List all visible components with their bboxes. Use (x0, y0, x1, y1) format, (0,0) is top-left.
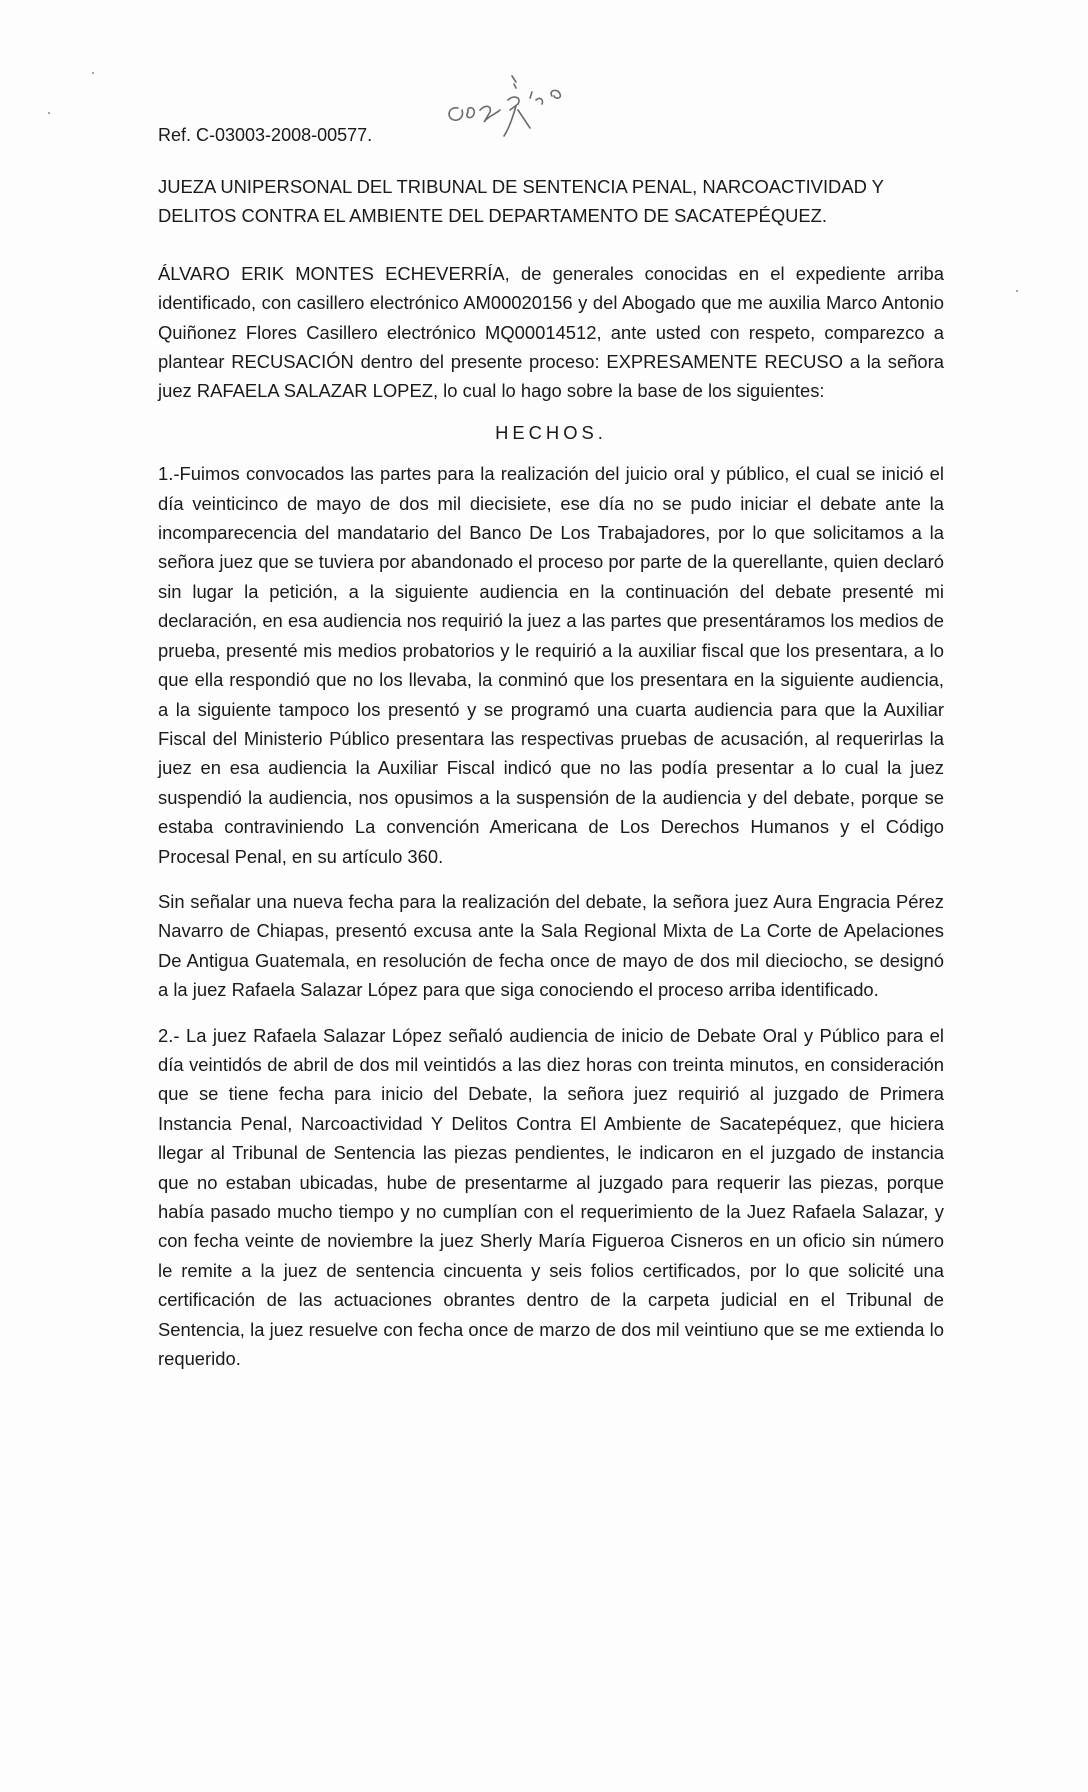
scan-speck (48, 112, 50, 114)
intro-paragraph: ÁLVARO ERIK MONTES ECHEVERRÍA, de generales conocidas en el expediente arriba identificado, con casillero electrónico AM00020156 y del Abogado que me auxilia Marco Antonio Quiñonez Flores Casillero electrónico MQ00014512, ante usted con respeto, comparezco a plantear RECUSACIÓN dentro del presente proceso: EXPRESAMENTE RECUSO a la señora juez RAFAELA SALAZAR LOPEZ, lo cual lo hago sobre la base de los siguientes: (158, 262, 944, 402)
paragraph-2: Sin señalar una nueva fecha para la realización del debate, la señora juez Aura Engracia Pérez Navarro de Chiapas, presentó excusa ante la Sala Regional Mixta de La Corte de Apelaciones De Antigua Guatemala, en resolución de fecha once de mayo de dos mil dieciocho, se designó a la juez Rafaela Salazar López para que siga conociendo el proceso arriba identificado. (158, 890, 944, 1001)
handwritten-annotation (440, 70, 640, 150)
scan-speck (1016, 290, 1018, 292)
document-body (158, 172, 944, 1389)
scan-speck (92, 72, 94, 74)
section-heading: HECHOS. (495, 421, 607, 443)
paragraph-1: 1.-Fuimos convocados las partes para la realización del juicio oral y público, el cual se inició el día veinticinco de mayo de dos mil diecisiete, ese día no se pudo iniciar el debate ante la incomparecencia del mandatario del Banco De Los Trabajadores, por lo que solicitamos a la señora juez que se tuviera por abandonado el proceso por parte de la querellante, quien declaró sin lugar la petición, a la siguiente audiencia en la continuación del debate presenté mi declaración, en esa audiencia nos requirió la juez a las partes que presentáramos los medios de prueba, presenté mis medios probatorios y le requirió a la auxiliar fiscal que los presentara, a lo que ella respondió que no los llevaba, la conminó que los presentara en la siguiente audiencia, a la siguiente tampoco los presentó y se programó una cuarta audiencia para que la Auxiliar Fiscal del Ministerio Público presentara las respectivas pruebas de acusación, al requerirlas la juez en esa audiencia la Auxiliar Fiscal indicó que no las podía presentar a lo cual la juez suspendió la audiencia, nos opusimos a la suspensión de la audiencia y del debate, porque se estaba contraviniendo La convención Americana de Los Derechos Humanos y el Código Procesal Penal, en su artículo 360. (158, 463, 944, 867)
addressee: JUEZA UNIPERSONAL DEL TRIBUNAL DE SENTENCIA PENAL, NARCOACTIVIDAD Y DELITOS CONTRA EL AMBIENTE DEL DEPARTAMENTO DE SACATEPÉQUEZ. (158, 176, 884, 227)
case-reference: Ref. C-03003-2008-00577. (158, 125, 373, 145)
paragraph-3: 2.- La juez Rafaela Salazar López señaló audiencia de inicio de Debate Oral y Público para el día veintidós de abril de dos mil veintidós a las diez horas con treinta minutos, en consideración que se tiene fecha para inicio del Debate, la señora juez requirió al juzgado de Primera Instancia Penal, Narcoactividad Y Delitos Contra El Ambiente de Sacatepéquez, que hiciera llegar al Tribunal de Sentencia las piezas pendientes, le indicaron en el juzgado de instancia que no estaban ubicadas, hube de presentarme al juzgado para requerir las piezas, porque había pasado mucho tiempo y no cumplían con el requerimiento de la Juez Rafaela Salazar, y con fecha veinte de noviembre la juez Sherly María Figueroa Cisneros en un oficio sin número le remite a la juez de sentencia cincuenta y seis folios certificados, por lo que solicité una certificación de las actuaciones obrantes dentro de la carpeta judicial en el Tribunal de Sentencia, la juez resuelve con fecha once de marzo de dos mil veintiuno que se me extienda lo requerido. (158, 1024, 944, 1370)
